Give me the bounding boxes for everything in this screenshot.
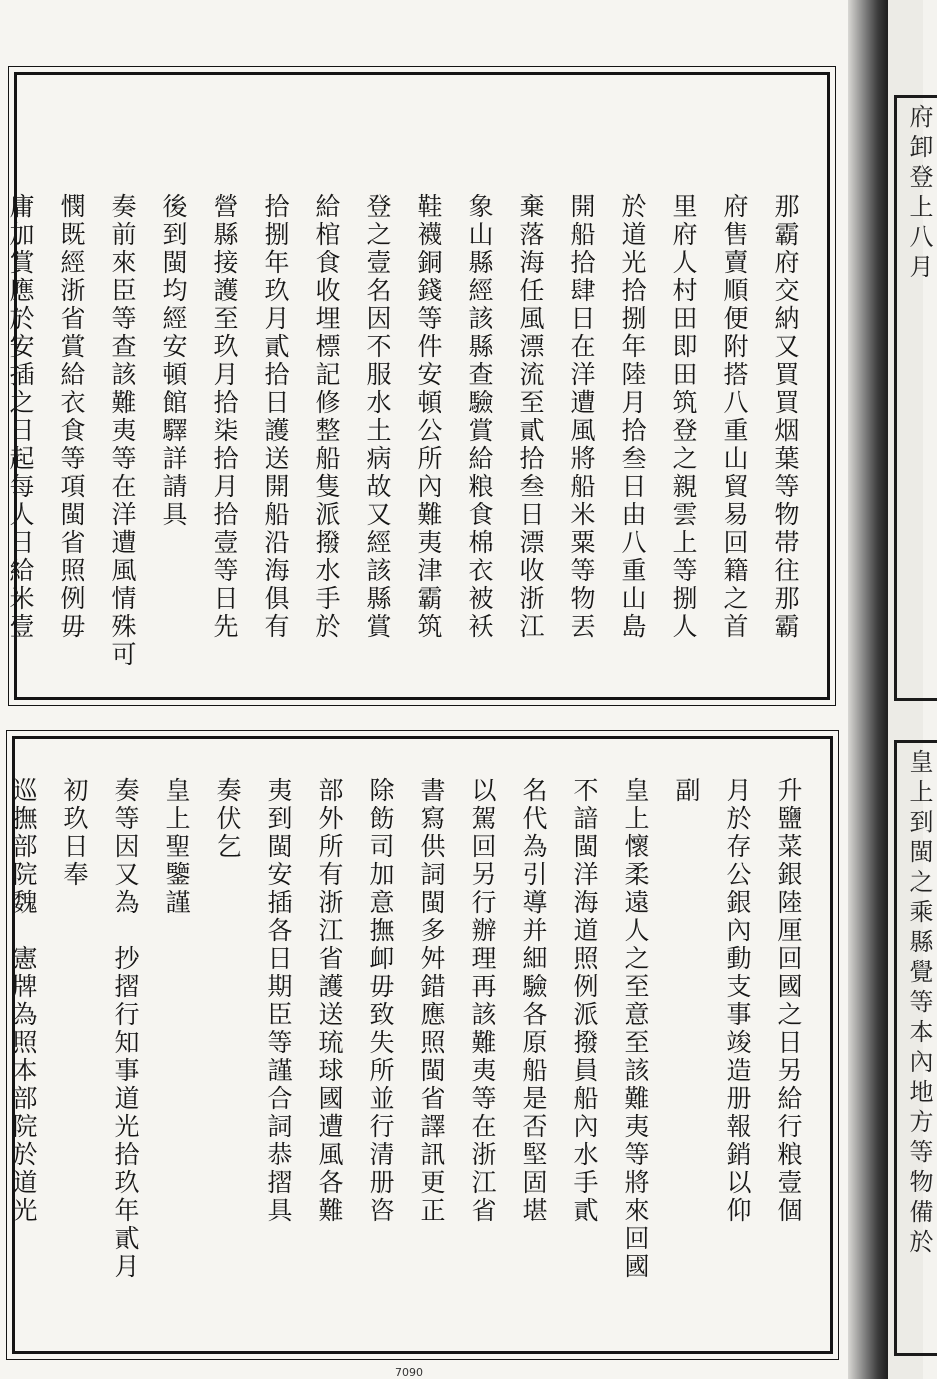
vertical-text-block-top	[0, 75, 811, 697]
text-column: 不諳閩洋海道照例派撥員船內水手貳	[570, 777, 599, 1225]
page-number: 7090	[395, 1366, 423, 1379]
text-column: 奏等因又為 抄摺行知事道光拾玖年貳月	[111, 777, 140, 1281]
memorial-panel-top	[6, 72, 830, 700]
adjacent-panel-bottom	[894, 740, 937, 1356]
adjacent-panel-top	[894, 95, 937, 701]
text-column: 拾捌年玖月貳拾日護送開船沿海俱有	[261, 193, 290, 641]
text-column: 部外所有浙江省護送琉球國遭風各難	[315, 777, 344, 1225]
text-column: 里府人村田即田筑登之親雲上等捌人	[669, 193, 698, 641]
text-column: 登之壹名因不服水土病故又經該縣賞	[363, 193, 392, 641]
adjacent-text-fragment: 府卸登上八月	[905, 104, 933, 284]
text-column: 初玖日奉	[60, 777, 89, 889]
text-column: 鞋襪銅錢等件安頓公所內難夷津霸筑	[414, 193, 443, 641]
text-column: 庸加賞應於安插之日起每人日給米壹	[6, 193, 35, 641]
text-column: 棄落海任風漂流至貳拾叁日漂收浙江	[516, 193, 545, 641]
text-column: 巡撫部院魏 憲牌為照本部院於道光	[9, 777, 38, 1225]
text-column: 除飭司加意撫卹毋致失所並行清册咨	[366, 777, 395, 1225]
text-column: 給棺食收埋標記修整船隻派撥水手於	[312, 193, 341, 641]
adjacent-text-fragment: 皇上到閩之乘縣覺等本內地方等物備於	[905, 749, 933, 1259]
text-column: 於道光拾捌年陸月拾叁日由八重山島	[618, 193, 647, 641]
text-column: 開船拾肆日在洋遭風將船米粟等物丟	[567, 193, 596, 641]
text-column: 府售賣順便附搭八重山貿易回籍之首	[720, 193, 749, 641]
text-column: 營縣接護至玖月拾柒拾月拾壹等日先	[210, 193, 239, 641]
vertical-text-block-bottom	[0, 739, 814, 1351]
text-column: 副	[672, 777, 701, 805]
text-column: 憫既經浙省賞給衣食等項閩省照例毋	[57, 193, 86, 641]
memorial-panel-bottom	[9, 736, 833, 1354]
text-column: 以駕回另行辦理再該難夷等在浙江省	[468, 777, 497, 1225]
text-column: 名代為引導并細驗各原船是否堅固堪	[519, 777, 548, 1225]
book-gutter-shadow	[848, 0, 888, 1379]
text-column: 奏伏乞	[213, 777, 242, 861]
text-column: 皇上懷柔遠人之至意至該難夷等將來回國	[621, 777, 650, 1281]
text-column: 那霸府交納又買買烟葉等物帯往那霸	[771, 193, 800, 641]
text-column: 升鹽菜銀陸厘回國之日另給行粮壹個	[774, 777, 803, 1225]
text-column: 月於存公銀內動支事竣造册報銷以仰	[723, 777, 752, 1225]
text-column: 夷到閩安插各日期臣等謹合詞恭摺具	[264, 777, 293, 1225]
text-column: 書寫供詞閩多舛錯應照閩省譯訊更正	[417, 777, 446, 1225]
text-column: 奏前來臣等查該難夷等在洋遭風情殊可	[108, 193, 137, 669]
adjacent-page-edge	[888, 0, 933, 1379]
text-column: 皇上聖鑒謹	[162, 777, 191, 917]
text-column: 象山縣經該縣查驗賞給粮食棉衣被袄	[465, 193, 494, 641]
text-column: 後到閩均經安頓館驛詳請具	[159, 193, 188, 529]
